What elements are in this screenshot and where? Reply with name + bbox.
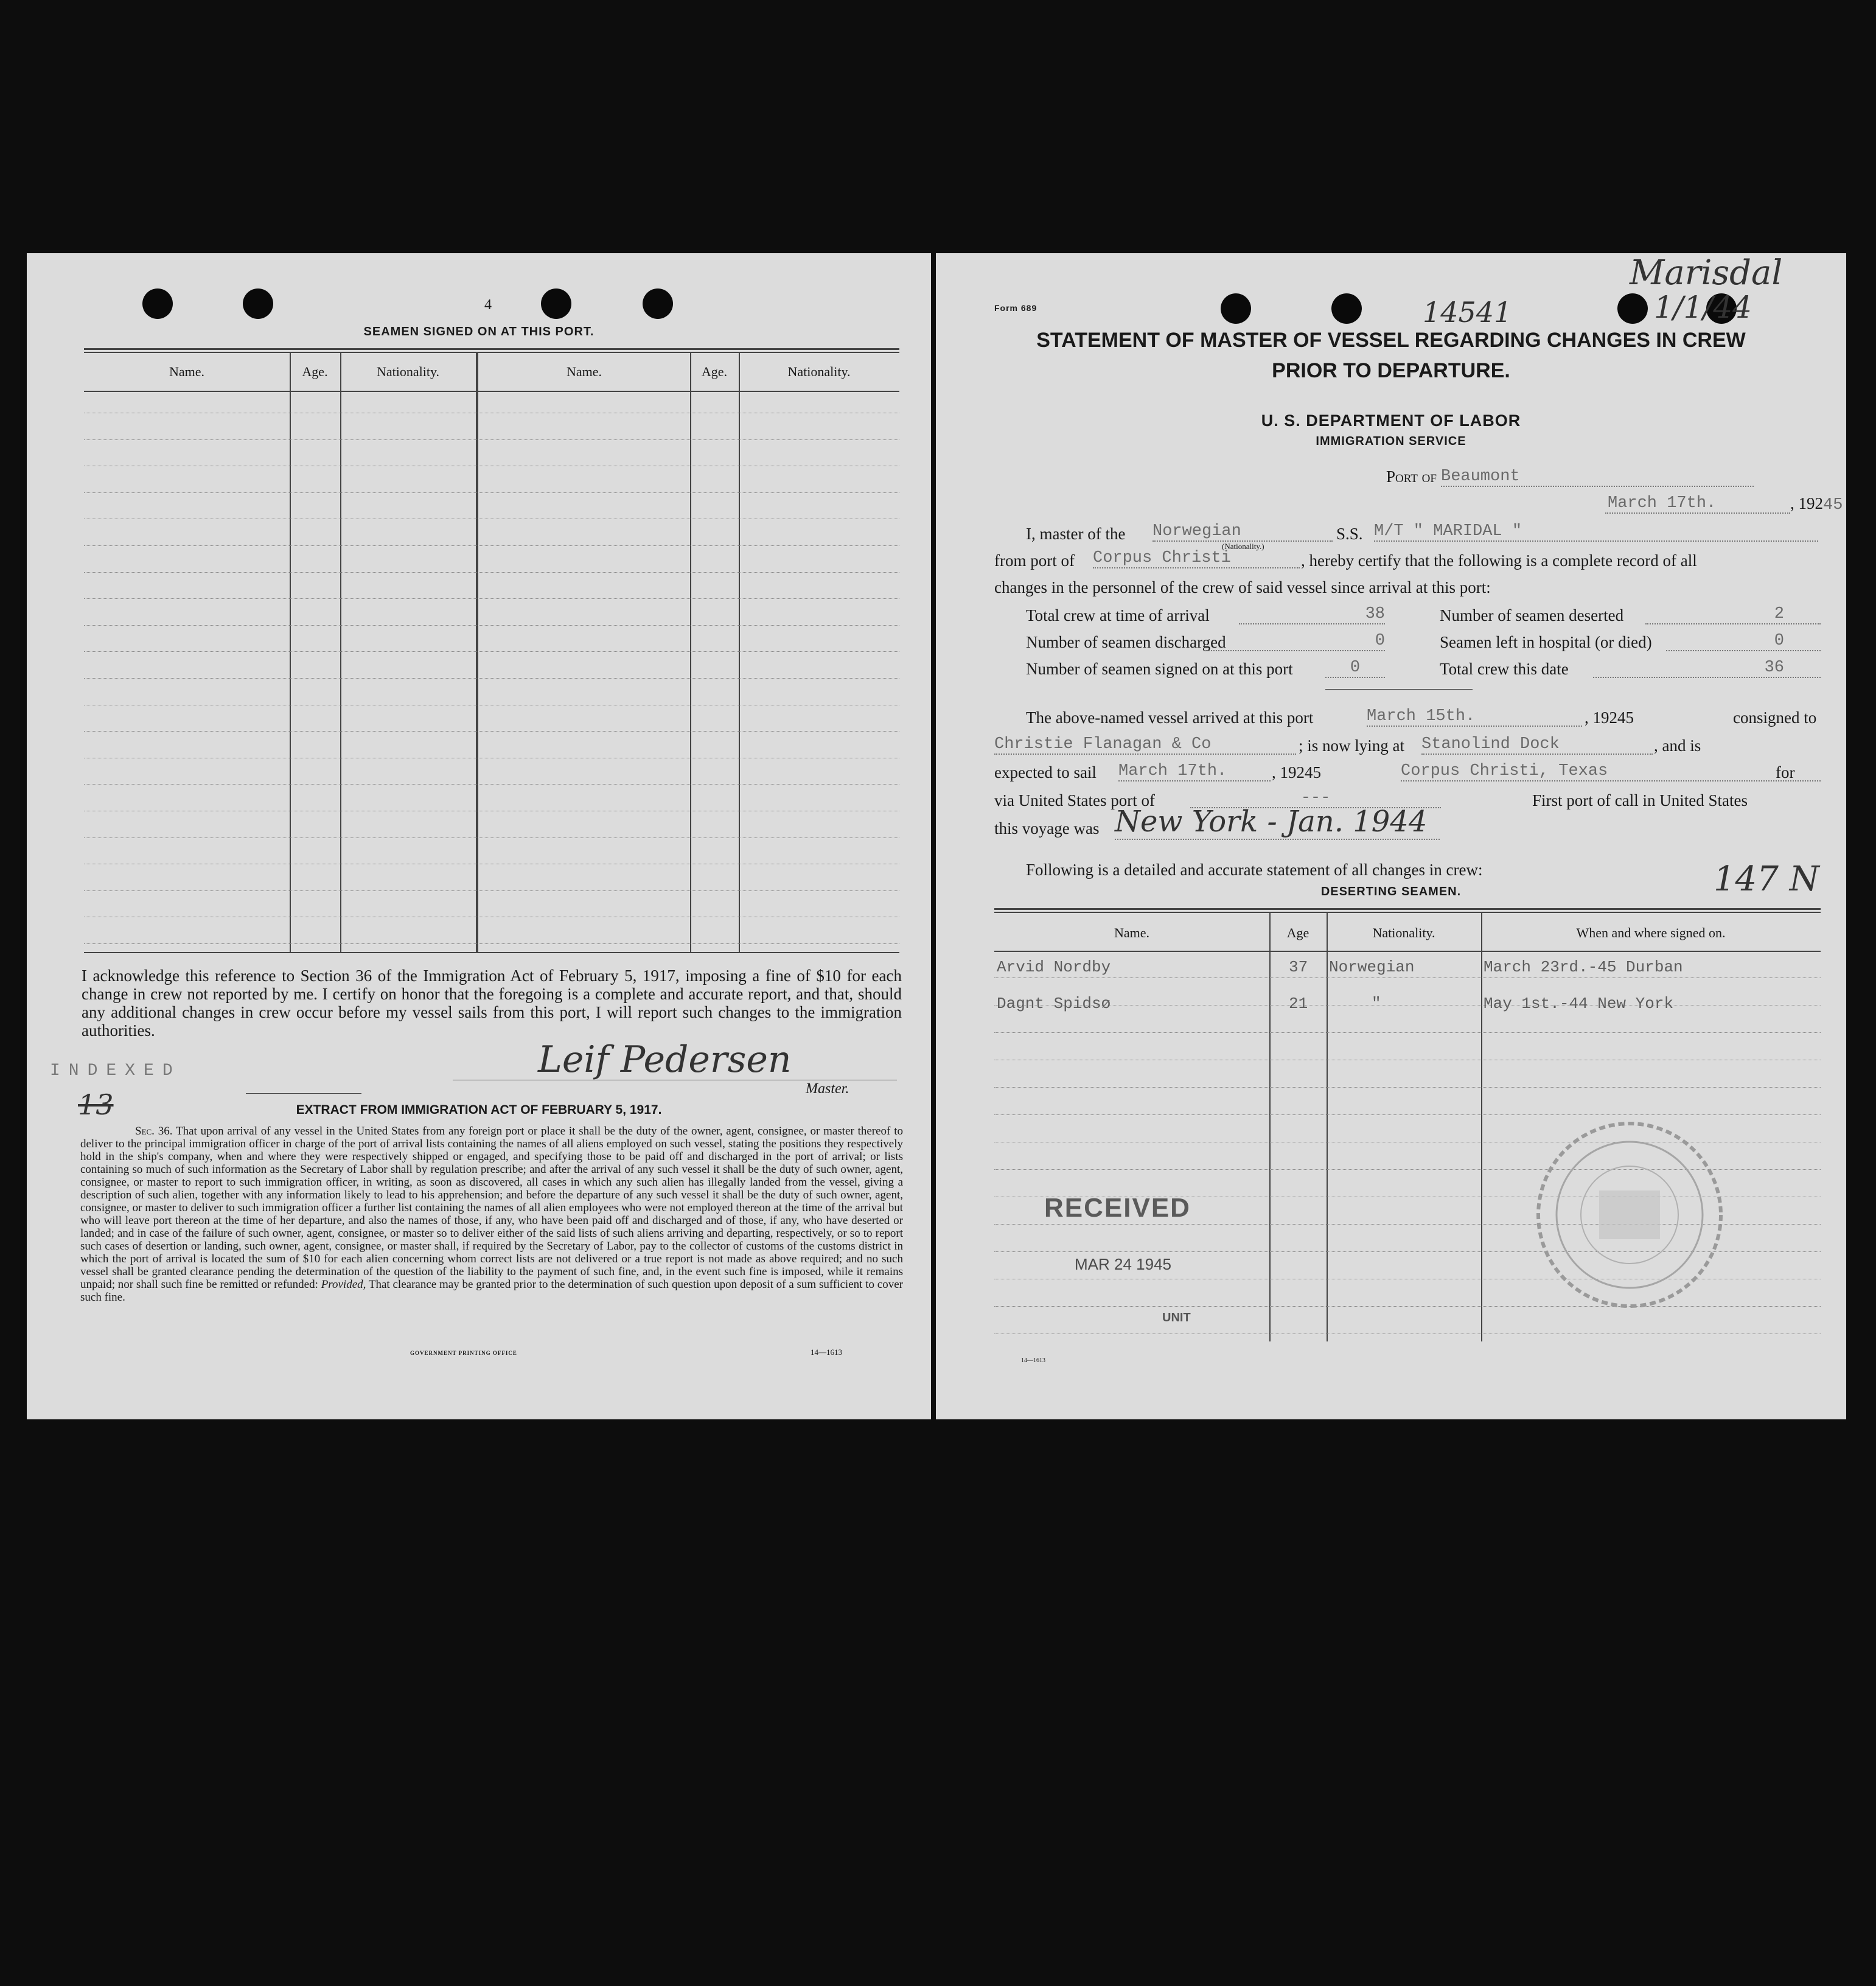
master-label: Master. [806,1081,849,1097]
ruled-row [994,977,1821,978]
deserter-nationality: " [1372,995,1381,1013]
master-of-label: I, master of the [1026,525,1126,543]
left-page [27,253,931,1419]
received-date: MAR 24 1945 [1075,1255,1171,1273]
voyage-value: New York - Jan. 1944 [1115,805,1440,840]
extract-proviso: That clearance may be granted prior to the determination of such question upon deposit of a sum sufficient to cover such fine. [80,1278,904,1304]
handwritten-vessel-note: Marisdal [1630,253,1783,293]
column-header: Name. [566,364,602,379]
changes-text: changes in the personnel of the crew of said vessel since arrival at this port: [994,578,1491,596]
printer-mark: GOVERNMENT PRINTING OFFICE [410,1350,517,1356]
date-value: March 17th. [1605,494,1790,514]
deserted-value: 2 [1645,605,1821,624]
table-rule [84,952,899,953]
extract-proviso-lead: Provided, [321,1278,366,1291]
ruled-row [84,943,899,944]
form-number: Form 689 [994,303,1037,313]
deserted-label: Number of seamen deserted [1440,606,1624,624]
year-value: 45 [1823,496,1843,514]
year-prefix: , 19245 [1790,494,1843,514]
ruled-row [84,784,899,785]
indexed-number: 13 [78,1088,114,1121]
ruled-row [84,439,899,440]
service: IMMIGRATION SERVICE [1316,435,1466,448]
ruled-row [84,545,899,546]
deserter-signed-on: May 1st.-44 New York [1484,995,1674,1013]
punch-hole [1331,293,1362,324]
right-page [936,253,1846,1419]
via-value: --- [1190,789,1441,808]
sail-year: , 19245 [1272,763,1321,781]
arrived-year: , 19245 [1585,708,1634,727]
circular-seal-stamp [1532,1117,1727,1312]
discharged-value: 0 [1204,632,1385,651]
column-header: Nationality. [376,364,440,379]
total-date-value: 36 [1593,659,1821,678]
ss-label: S.S. [1336,525,1363,543]
punch-hole [1221,293,1251,324]
for-label: for [1776,763,1795,781]
sail-value: March 17th. [1118,762,1271,781]
column-header: Age. [701,364,728,379]
short-rule [246,1093,361,1094]
deserting-title: DESERTING SEAMEN. [1320,885,1462,898]
column-divider [1269,912,1271,1341]
table-rule [994,912,1821,913]
deserter-name: Arvid Nordby [997,958,1111,976]
extract-body: That upon arrival of any vessel in the United States from any foreign port or place it shall be the duty of the owner, agent, consignee, or master thereof to deliver to the principal immigration officer in charge of the port of arrival lists containing the names of all aliens employed on such vessel, stating the positions they respectively hold in the ship's company, when and where they were respectively shipped or engaged, and specifying those to be paid off and discharged in the port of arrival; or lists containing so much of such information as the Secretary of Labor shall by regulation prescribe; and after the arrival of any such vessel it shall be the duty of such owner, agent, consignee, or master to report to such immigration officer, in writing, as soon as discovered, all cases in which any such alien has illegally landed from the vessel, giving a description of such alien, together with any information likely to lead to his apprehension; and before the departure of any such vessel it shall be the duty of such owner, agent, consignee, or master to deliver to such immigration officer a further list containing the names of all alien employees who were not employed thereon at the time of the arrival but who will leave port thereon at the time of her departure, and also the names of those, if any, who have been paid off and discharged and of those, if any, who have deserted or landed; and in case of the failure of such owner, agent, consignee, or master so to deliver either of the said lists of such aliens arriving and departing, respectively, or so to report such cases of desertion or landing, such owner, agent, consignee, or master shall, if required by the Secretary of Labor, pay to the collector of customs of the customs district in which the port of arrival is located the sum of $10 for each alien concerning whom correct lists are not delivered or a true report is not made as above required; and no such vessel shall be granted clearance pending the determination of the question of the liability to the payment of such fine, and, in the event such fine is imposed, while it remains unpaid; nor shall such fine be remitted or refunded: [80,1125,903,1291]
form-code: 14—1613 [1021,1357,1045,1364]
section-title: SEAMEN SIGNED ON AT THIS PORT. [363,325,595,338]
indexed-stamp: INDEXED [50,1061,181,1080]
vessel-value: M/T " MARIDAL " [1374,522,1818,542]
first-port-label: First port of call in United States [1532,791,1748,809]
ruled-row [994,1032,1821,1033]
ruled-row [994,1087,1821,1088]
ruled-row [84,492,899,493]
department: U. S. DEPARTMENT OF LABOR [1261,411,1521,430]
ruled-row [84,731,899,732]
form-title-line2: PRIOR TO DEPARTURE. [1272,359,1510,382]
total-arrival-label: Total crew at time of arrival [1026,606,1210,624]
column-header: Name. [169,364,205,379]
signed-on-label: Number of seamen signed on at this port [1026,660,1293,678]
column-header: When and where signed on. [1576,925,1726,940]
column-header: Name. [1114,925,1150,940]
lying-value: Stanolind Dock [1421,735,1653,755]
from-port-value: Corpus Christi [1093,549,1300,568]
ruled-row [994,1114,1821,1115]
deserter-name: Dagnt Spidsø [997,995,1111,1013]
ruled-row [84,598,899,599]
punch-hole [142,288,173,319]
handwritten-note: 147 N [1714,859,1819,899]
table-rule [84,391,899,392]
column-divider [1481,912,1482,1341]
extract-text [80,1125,903,1304]
form-code: 14—1613 [811,1348,842,1357]
column-header: Nationality. [787,364,851,379]
lying-label: ; is now lying at [1299,736,1404,755]
table-rule [84,352,899,353]
and-is-label: , and is [1654,736,1701,755]
ruled-row [84,837,899,838]
certify-text: , hereby certify that the following is a complete record of all [1301,551,1697,570]
handwritten-date: 1/1/44 [1654,290,1752,325]
form-title-line1: STATEMENT OF MASTER OF VESSEL REGARDING CHANGES IN CREW [1036,329,1746,352]
extract-lead: Sec. 36. [135,1125,173,1138]
arrived-label: The above-named vessel arrived at this port [1026,708,1314,727]
page-number: 4 [484,297,492,313]
punch-hole [1617,293,1648,324]
punch-hole [643,288,673,319]
handwritten-id: 14541 [1423,296,1512,329]
nationality-value: Norwegian [1152,522,1333,542]
consignee-value: Christie Flanagan & Co [994,735,1296,755]
port-label: Port of [1386,467,1437,486]
from-port-label: from port of [994,551,1075,570]
extract-title: EXTRACT FROM IMMIGRATION ACT OF FEBRUARY 5, 1917. [296,1103,662,1117]
column-header: Nationality. [1372,925,1435,940]
destination-value: Corpus Christi, Texas [1401,762,1821,781]
punch-hole [243,288,273,319]
master-signature: Leif Pedersen [538,1038,792,1081]
table-rule [994,951,1821,952]
stats-rule [1325,689,1473,690]
following-text: Following is a detailed and accurate statement of all changes in crew: [1026,861,1483,879]
deserter-age: 37 [1289,958,1308,976]
ruled-row [84,625,899,626]
total-date-label: Total crew this date [1440,660,1569,678]
ruled-row [84,572,899,573]
nationality-caption: (Nationality.) [1222,542,1264,551]
port-value: Beaumont [1441,467,1754,487]
punch-hole [541,288,571,319]
hospital-label: Seamen left in hospital (or died) [1440,633,1652,651]
discharged-label: Number of seamen discharged [1026,633,1226,651]
column-divider [1327,912,1328,1341]
received-unit: UNIT [1162,1311,1191,1324]
signed-on-value: 0 [1325,659,1385,678]
expected-label: expected to sail [994,763,1097,781]
column-header: Age [1286,925,1309,940]
table-rule [84,348,899,350]
total-arrival-value: 38 [1239,605,1385,624]
column-header: Age. [302,364,328,379]
table-rule [994,908,1821,910]
voyage-label: this voyage was [994,819,1100,837]
consigned-label: consigned to [1733,708,1817,727]
via-label: via United States port of [994,791,1155,809]
deserter-age: 21 [1289,995,1308,1013]
ruled-row [84,651,899,652]
acknowledgement-text: I acknowledge this reference to Section 36 of the Immigration Act of February 5, 1917, imposing a fine of $10 for each change in crew not reported by me. I certify on honor that the foregoing is a complete and accurate report, and that, should any additional changes in crew occur before my vessel sails from this port, I will report such changes to the immigration authorities. [82,967,902,1040]
deserter-nationality: Norwegian [1329,958,1415,976]
ruled-row [84,678,899,679]
deserter-signed-on: March 23rd.-45 Durban [1484,958,1683,976]
ruled-row [84,890,899,891]
arrived-value: March 15th. [1367,707,1582,727]
hospital-value: 0 [1666,632,1821,651]
received-stamp: RECEIVED [1044,1193,1191,1223]
